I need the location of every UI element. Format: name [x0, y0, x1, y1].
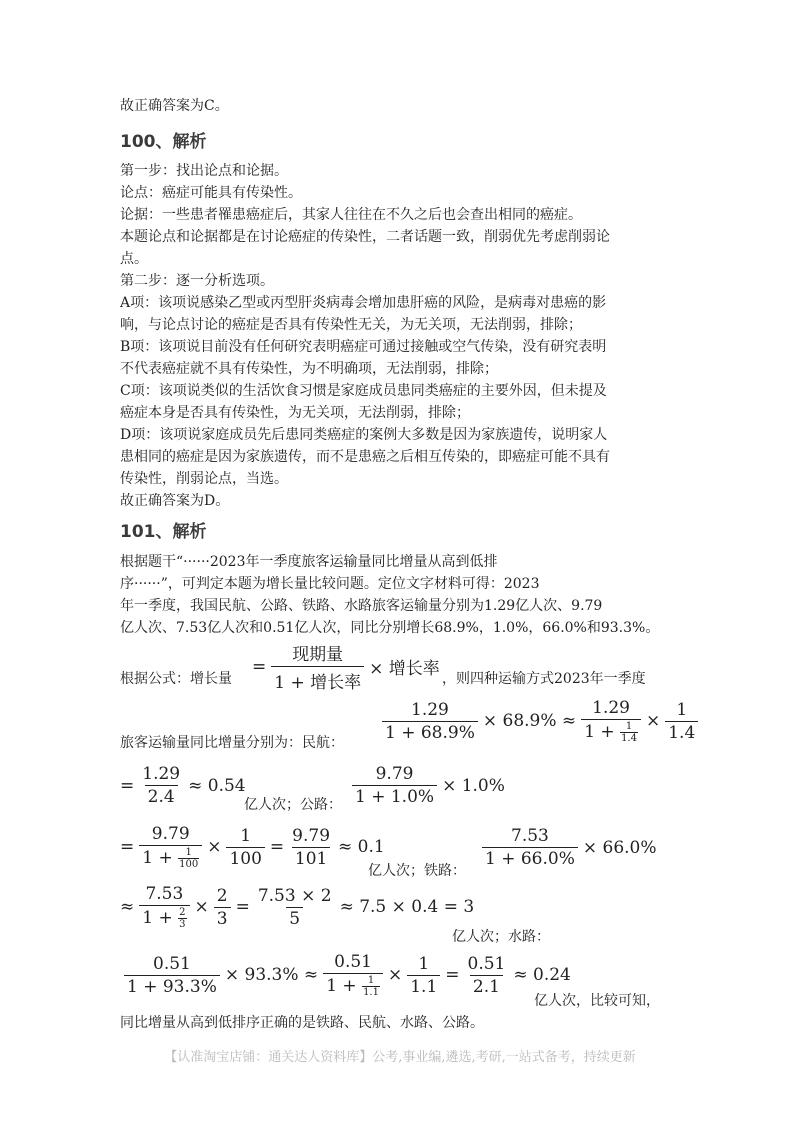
civil-aviation-formula: $\frac{1.29}{1 + 68.9\%}$ × 68.9% ≈ 1.29 1 + $\frac{1}{1.4}$ × $\frac{1}{1.4}$	[382, 698, 698, 744]
text-line: 本题论点和论据都是在讨论癌症的传染性，二者话题一致，削弱优先考虑削弱论	[120, 229, 610, 245]
formula-line-4	[120, 824, 700, 879]
formula-text: 亿人次；铁路：	[368, 863, 466, 879]
text-line: 根据题干“······2023年一季度旅客运输量同比增量从高到低排	[120, 554, 498, 570]
fraction: $\frac{\text{现期量}}{\text{1 + 增长率}}$	[271, 640, 364, 693]
text-line: 传染性，削弱论点，当选。	[120, 471, 288, 487]
answer-line-100: 故正确答案为D。	[120, 493, 230, 509]
railway-result: ≈ 7.53 1 + $\frac{2}{3}$ × $\frac{2}{3}$ = $\frac{7.53 \times 2}{5}$ ≈ 7.5 × 0.4 = 3	[120, 884, 475, 930]
formula-text: 亿人次；公路：	[244, 797, 342, 813]
option-b-line: B项：该项说目前没有任何研究表明癌症可通过接触或空气传染，没有研究表明	[120, 339, 607, 355]
formula-text: 亿人次，比较可知，	[534, 993, 660, 1009]
formula-text: 亿人次；水路：	[452, 929, 550, 945]
formula-line-2	[120, 698, 700, 751]
text-line: 点。	[120, 251, 148, 267]
highway-result: = 9.79 1 + $\frac{1}{100}$ × $\frac{1}{100}$ = $\frac{9.79}{101}$ ≈ 0.1	[120, 824, 385, 870]
text-line: 响，与论点讨论的癌症是否具有传染性无关，为无关项，无法削弱，排除；	[120, 317, 582, 333]
growth-formula: = $\frac{\text{现期量}}{\text{1 + 增长率}}$ × 增长率	[252, 640, 440, 693]
conclusion-line: 同比增量从高到低排序正确的是铁路、民航、水路、公路。	[120, 1015, 484, 1031]
civil-aviation-result: = $\frac{1.29}{2.4}$ ≈ 0.54	[120, 764, 246, 807]
option-a-line: A项：该项说感染乙型或丙型肝炎病毒会增加患肝癌的风险，是病毒对患癌的影	[120, 295, 607, 311]
waterway-formula: $\frac{0.51}{1 + 93.3\%}$ × 93.3% ≈ 0.51 1 + $\frac{1}{1.1}$ × $\frac{1}{1.1}$ = $\frac{0.51}{2.1}$ ≈ 0.24	[124, 952, 571, 998]
answer-line-99: 故正确答案为C。	[120, 98, 229, 114]
formula-line-1	[120, 640, 700, 693]
heading-101: 101、解析	[120, 522, 207, 542]
formula-label: 旅客运输量同比增量分别为：民航：	[120, 735, 344, 751]
heading-100: 100、解析	[120, 132, 207, 152]
text-line: 患相同的癌症是因为家族遗传，而不是患癌之后相互传染的，即癌症可能不具有	[120, 449, 610, 465]
formula-line-5	[120, 884, 700, 945]
formula-line-3	[120, 762, 700, 812]
option-d-line: D项：该项说家庭成员先后患同类癌症的案例大多数是因为家族遗传，说明家人	[120, 427, 608, 443]
formula-tail: ，则四种运输方式2023年一季度	[442, 671, 646, 687]
text-line: 癌症本身是否具有传染性，为无关项，无法削弱，排除；	[120, 405, 470, 421]
text-line: 论据：一些患者罹患癌症后，其家人往往在不久之后也会查出相同的癌症。	[120, 207, 582, 223]
watermark-footer: 【认准淘宝店铺：通关达人资料库】公考,事业编,遴选,考研,一站式备考，持续更新	[164, 1050, 636, 1065]
railway-formula: $\frac{7.53}{1 + 66.0\%}$ × 66.0%	[482, 826, 657, 869]
text-line: 第二步：逐一分析选项。	[120, 273, 274, 289]
formula-line-6	[120, 952, 700, 1009]
text-line: 不代表癌症就不具有传染性，为不明确项，无法削弱，排除；	[120, 361, 498, 377]
formula-label: 根据公式：增长量	[120, 671, 232, 687]
option-c-line: C项：该项说类似的生活饮食习惯是家庭成员患同类癌症的主要外因，但未提及	[120, 383, 607, 399]
text-line: 年一季度，我国民航、公路、铁路、水路旅客运输量分别为1.29亿人次、9.79	[120, 598, 603, 614]
text-line: 论点：癌症可能具有传染性。	[120, 185, 302, 201]
text-line: 第一步：找出论点和论据。	[120, 163, 288, 179]
text-line: 亿人次、7.53亿人次和0.51亿人次，同比分别增长68.9%，1.0%，66.0%和93.3%。	[120, 620, 660, 636]
highway-formula: $\frac{9.79}{1 + 1.0\%}$ × 1.0%	[352, 764, 505, 807]
text-line: 序······”，可判定本题为增长量比较问题。定位文字材料可得：2023	[120, 576, 540, 592]
